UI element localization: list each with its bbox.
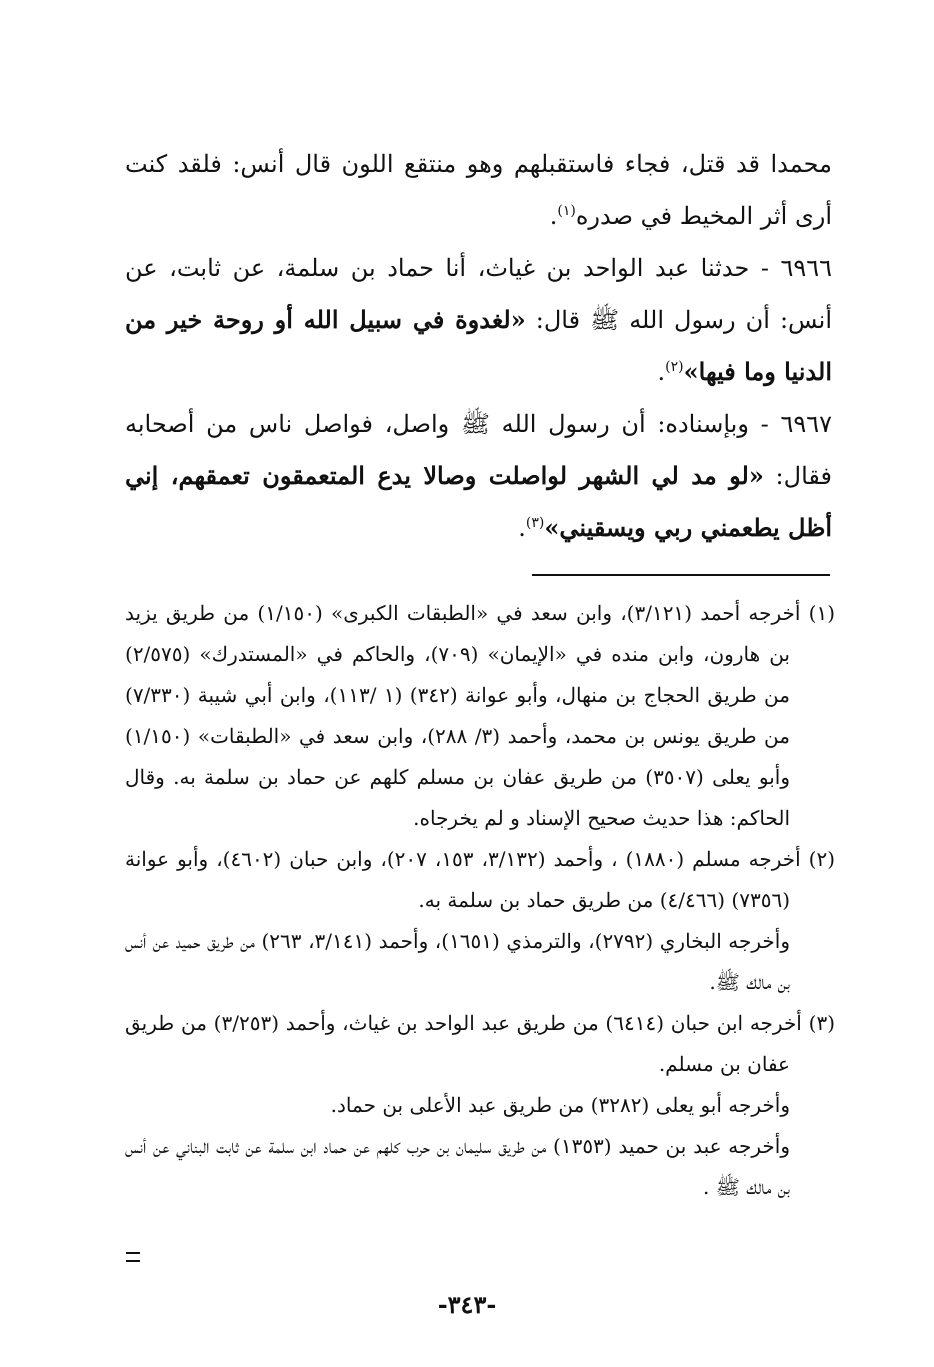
footnote-3-continuation-a: وأخرجه أبو يعلى (٣٢٨٢) من طريق عبد الأعلى بن حماد. [330,1093,790,1117]
main-text [125,138,832,554]
hadith-6966 [125,242,832,398]
paragraph-text: محمدا قد قتل، فجاء فاستقبلهم وهو منتقع اللون قال أنس: فلقد كنت أرى أثر المخيط في صدره [125,150,832,230]
footnote-3: (٣) أخرجه ابن حبان (٦٤١٤) من طريق عبد الواحد بن غياث، وأحمد (٣/٢٥٣) من طريق عفان بن مسلم. [125,1011,835,1076]
footnote-1: (١) أخرجه أحمد (٣/١٢١)، وابن سعد في «الطبقات الكبرى» (١/١٥٠) من طريق يزيد بن هارون، وابن منده في «الإيمان» (٧٠٩)، والحاكم في «المستدرك» (٢/٥٧٥) من طريق الحجاج بن منهال، وأبو عوانة (٣٤٢) (١ /١١٣)، وابن أبي شيبة (٧/٣٣٠) من طريق يونس بن محمد، وأحمد (٣/ ٢٨٨)، وابن سعد في «الطبقات» (١/١٥٠) وأبو يعلى (٣٥٠٧) من طريق عفان بن مسلم كلهم عن حماد بن سلمة به. وقال الحاكم: هذا حديث صحيح الإسناد و لم يخرجاه. [125,601,836,830]
hadith-6967 [125,398,832,554]
section-end-mark [126,1252,140,1262]
paragraph-text: ٦٩٦٧ - وبإسناده: أن رسول الله ﷺ واصل، فواصل ناس من أصحابه فقال: [125,410,832,490]
footnotes [125,593,835,1208]
paragraph-tail: . [657,358,666,386]
paragraph-tail: . [549,202,558,230]
hadith-quote: «لغدوة في سبيل الله أو روحة خير من الدنيا وما فيها» [125,305,832,386]
hadith-quote: «لو مد لي الشهر لواصلت وصالا يدع المتعمقون تعمقهم، إني أظل يطعمني ربي ويسقيني» [125,461,832,542]
paragraph-text: ٦٩٦٦ - حدثنا عبد الواحد بن غياث، أنا حماد بن سلمة، عن ثابت، عن أنس: أن رسول الله ﷺ قال: [125,254,832,334]
footnote-ref-3[interactable]: (٣) [525,515,545,531]
footnote-2: (٢) أخرجه مسلم (١٨٨٠) ، وأحمد (٣/١٣٢، ١٥٣، ٢٠٧)، وابن حبان (٤٦٠٢)، وأبو عوانة (٧٣٥٦) (٤/٤٦٦) من طريق حماد بن سلمة به. [125,847,835,912]
footnote-ref-1[interactable]: (١) [557,203,576,219]
page-number: -٣٤٣- [437,1290,497,1319]
footnote-3-continuation-b: وأخرجه عبد بن حميد (١٣٥٣) من طريق سليمان بن حرب كلهم عن حماد ابن سلمة عن ثابت البناني عن أنس بن مالك ﷺ . [125,1134,790,1199]
paragraph-tail: . [518,514,526,542]
footnote-2-continuation: وأخرجه البخاري (٢٧٩٢)، والترمذي (١٦٥١)، وأحمد (٣/١٤١، ٢٦٣) من طريق حميد عن أنس بن مالك ﷺ. [125,929,791,994]
footnote-divider [532,574,830,576]
footnote-ref-2[interactable]: (٢) [665,359,684,375]
paragraph-continuation [125,138,832,242]
